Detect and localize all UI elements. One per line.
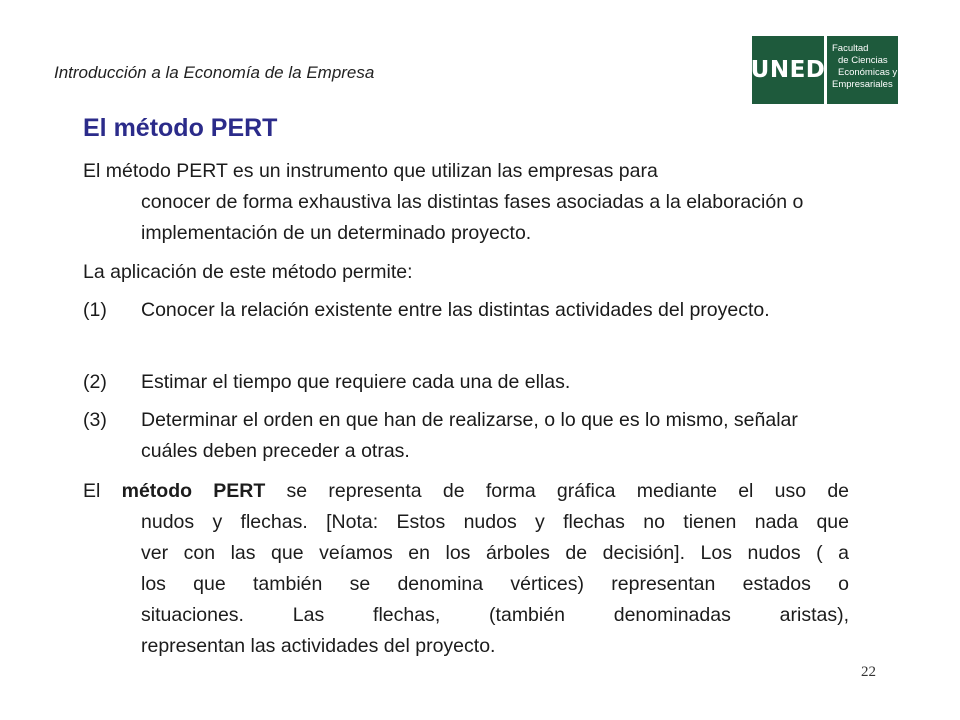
- list-item: [83, 295, 843, 326]
- faculty-line: Empresariales: [832, 79, 893, 90]
- closing-line: situaciones. Las flechas, (también denominadas aristas),: [141, 604, 849, 626]
- list-item-number: (1): [83, 299, 107, 321]
- closing-line: nudos y flechas. [Nota: Estos nudos y flechas no tienen nada que: [141, 511, 849, 533]
- intro-paragraph: [83, 156, 849, 249]
- closing-line: los que también se denomina vértices) representan estados o: [141, 573, 849, 595]
- list-item: [83, 405, 843, 467]
- closing-pre: El: [83, 480, 122, 502]
- closing-first-line: [83, 476, 849, 507]
- list-item-text: Conocer la relación existente entre las distintas actividades del proyecto.: [141, 299, 770, 321]
- uned-logo-mark: UNED: [752, 36, 824, 104]
- list-item: [83, 367, 843, 398]
- closing-line: ver con las que veíamos en los árboles de decisión]. Los nudos ( a: [141, 542, 849, 564]
- closing-bold-term: método PERT: [121, 480, 266, 502]
- lead-sentence: La aplicación de este método permite:: [83, 261, 413, 283]
- list-item-number: (3): [83, 409, 107, 431]
- course-subtitle: Introducción a la Economía de la Empresa: [54, 63, 375, 82]
- list-item-number: (2): [83, 371, 107, 393]
- uned-logo: [752, 36, 898, 104]
- intro-first-line: El método PERT es un instrumento que utilizan las empresas para: [83, 160, 658, 182]
- list-item-text: Determinar el orden en que han de realizarse, o lo que es lo mismo, señalar cuáles deben preceder a otras.: [141, 409, 798, 462]
- list-item-text: Estimar el tiempo que requiere cada una de ellas.: [141, 371, 571, 393]
- intro-continuation: conocer de forma exhaustiva las distintas fases asociadas a la elaboración o implementación de un determinado proyecto.: [141, 191, 804, 244]
- closing-post: se representa de forma gráfica mediante el uso de: [265, 480, 850, 502]
- closing-line: representan las actividades del proyecto.: [141, 635, 496, 657]
- page-number: 22: [861, 664, 876, 680]
- faculty-line: Económicas y: [838, 67, 898, 78]
- closing-paragraph: [83, 476, 849, 662]
- faculty-name: [827, 36, 898, 104]
- faculty-line: de Ciencias: [838, 55, 888, 66]
- faculty-line: Facultad: [832, 43, 869, 54]
- slide-title: El método PERT: [83, 114, 278, 142]
